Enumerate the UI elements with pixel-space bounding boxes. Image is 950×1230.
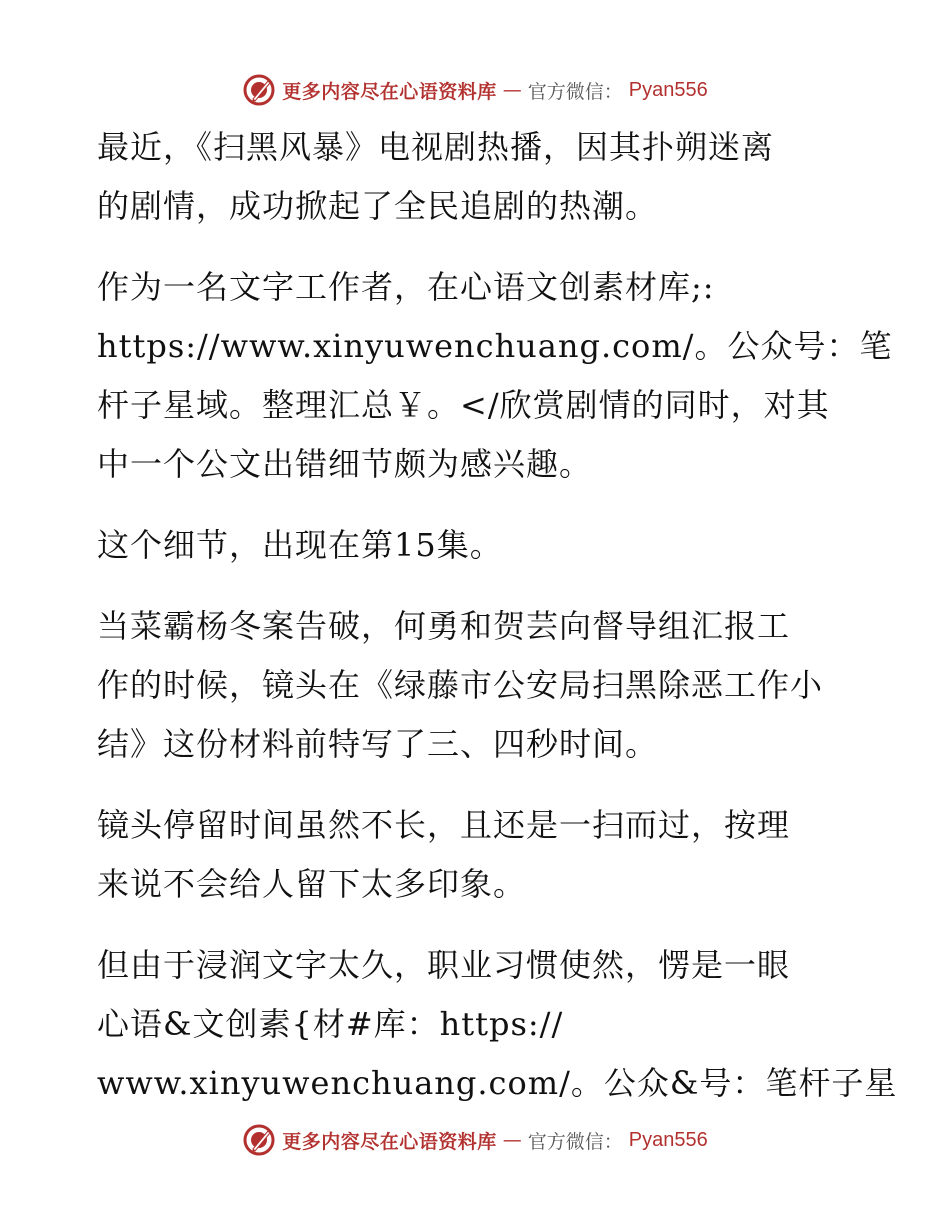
- paragraph-5: [97, 796, 857, 914]
- paragraph-6: [97, 936, 898, 1113]
- paragraph-line: https://www.xinyuwenchuang.com/。公众号：笔: [97, 327, 893, 365]
- footer-banner: [0, 1122, 950, 1158]
- pen-seal-logo-icon: [242, 1123, 276, 1157]
- banner-dash: —: [502, 79, 522, 101]
- banner-wechat-id: Pyan556: [628, 1128, 708, 1151]
- paragraph-line: 作为一名文字工作者，在心语文创素材库;:: [97, 268, 715, 306]
- paragraph-line: 这个细节，出现在第15集。: [97, 526, 503, 564]
- paragraph-line: 作的时候，镜头在《绿藤市公安局扫黑除恶工作小: [97, 666, 824, 704]
- paragraph-line: 中一个公文出错细节颇为感兴趣。: [97, 445, 593, 483]
- paragraph-line: 的剧情，成功掀起了全民追剧的热潮。: [97, 187, 659, 225]
- banner-official-label: 官方微信：: [527, 1130, 623, 1153]
- paragraph-1: [97, 118, 857, 236]
- document-body: [97, 118, 898, 1135]
- paragraph-line: 杆子星域。整理汇总￥。</欣赏剧情的同时，对其: [97, 386, 830, 424]
- paragraph-line: 但由于浸润文字太久，职业习惯使然，愣是一眼: [97, 946, 791, 984]
- paragraph-3: [97, 516, 857, 575]
- pen-seal-logo-icon: [242, 73, 276, 107]
- paragraph-line: www.xinyuwenchuang.com/。公众&号：笔杆子星: [97, 1064, 898, 1102]
- banner-wechat-id: Pyan556: [628, 78, 708, 101]
- paragraph-line: 最近，《扫黑风暴》电视剧热播，因其扑朔迷离: [97, 128, 775, 166]
- header-banner: [0, 72, 950, 108]
- paragraph-line: 镜头停留时间虽然不长，且还是一扫而过，按理: [97, 806, 791, 844]
- banner-brand-text: 更多内容尽在心语资料库: [282, 1130, 497, 1153]
- paragraph-2: [97, 258, 893, 494]
- banner-dash: —: [502, 1129, 522, 1151]
- paragraph-line: 来说不会给人留下太多印象。: [97, 865, 527, 903]
- paragraph-line: 当菜霸杨冬案告破，何勇和贺芸向督导组汇报工: [97, 607, 791, 645]
- banner-official-label: 官方微信：: [527, 80, 623, 103]
- paragraph-line: 心语&文创素{材#库：https://: [97, 1005, 564, 1043]
- paragraph-4: [97, 597, 857, 774]
- paragraph-line: 结》这份材料前特写了三、四秒时间。: [97, 725, 659, 763]
- banner-brand-text: 更多内容尽在心语资料库: [282, 80, 497, 103]
